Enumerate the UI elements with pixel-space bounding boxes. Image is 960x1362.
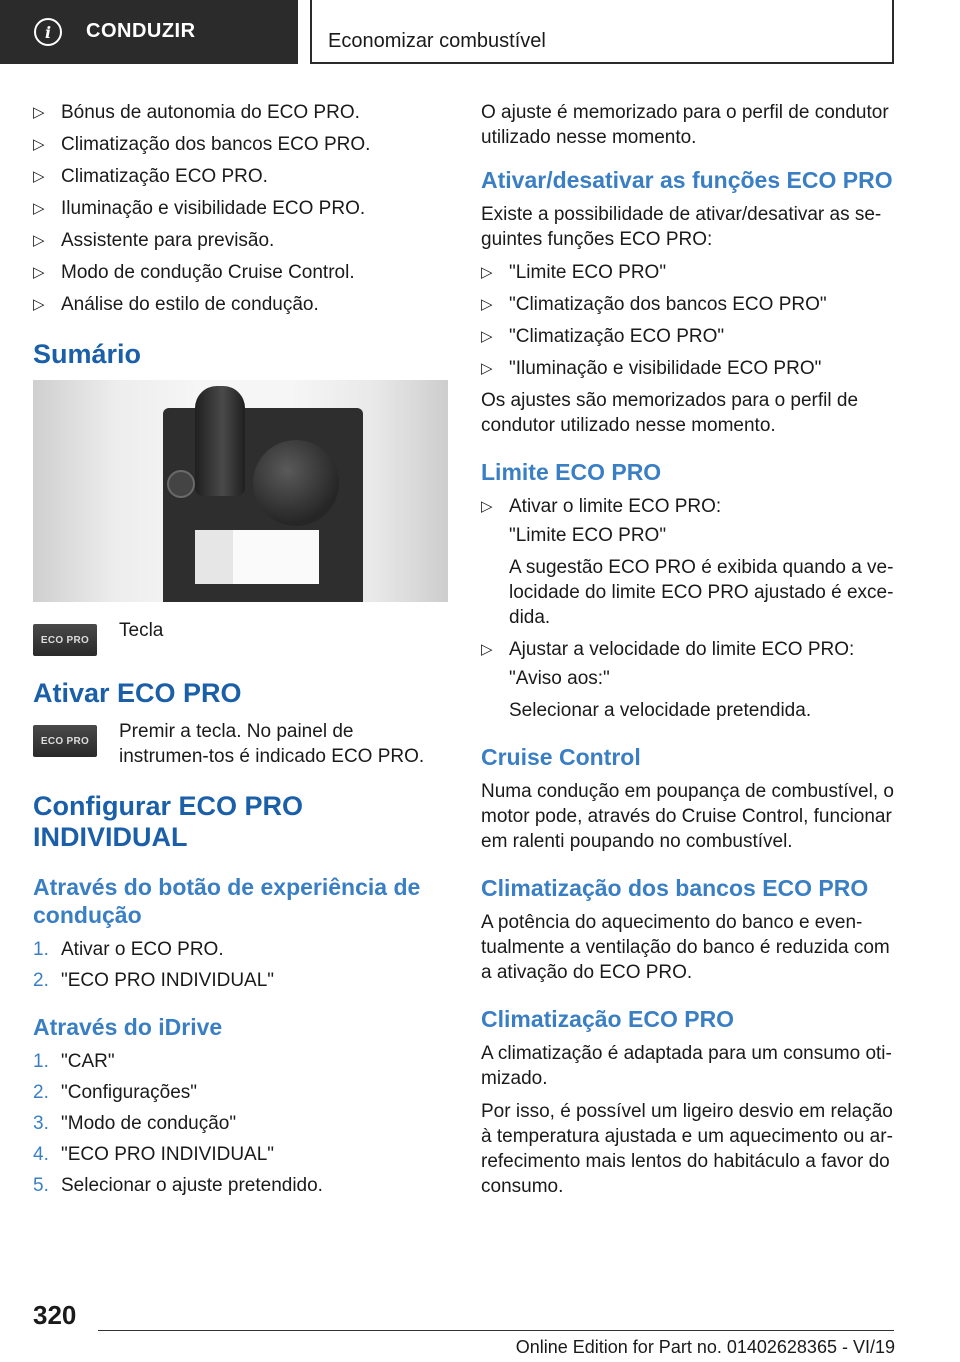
list-item: ▷ "Climatização dos bancos ECO PRO" — [481, 294, 827, 315]
list-item: ▷ "Climatização ECO PRO" — [481, 326, 725, 347]
list-item: ▷ Assistente para previsão. — [33, 230, 275, 251]
section-label: CONDUZIR — [86, 20, 196, 42]
section-tab — [0, 0, 298, 64]
limite-b1-line: "Limite ECO PRO" — [509, 525, 667, 546]
list-item: ▷ Climatização dos bancos ECO PRO. — [33, 134, 371, 155]
console-tray — [195, 530, 319, 584]
step-item: 2. "ECO PRO INDIVIDUAL" — [33, 970, 275, 991]
triangle-bullet-icon: ▷ — [481, 328, 493, 345]
clima-text-2: Por isso, é possível um ligeiro desvio em relação à temperatura ajustada e um aquecimento ou ar-refecimento mais lentos do habitáculo a favor do consumo. — [481, 1101, 893, 1197]
eco-pro-button-icon: ECO PRO — [33, 725, 97, 757]
step-item: 5. Selecionar o ajuste pretendido. — [33, 1175, 323, 1196]
center-console-image — [33, 380, 448, 602]
triangle-bullet-icon: ▷ — [33, 168, 45, 185]
page-number: 320 — [33, 1300, 77, 1330]
triangle-bullet-icon: ▷ — [33, 296, 45, 313]
list-item: ▷ Modo de condução Cruise Control. — [33, 262, 355, 283]
intro-text: O ajuste é memorizado para o perfil de condutor utilizado nesse momento. — [481, 102, 889, 148]
triangle-bullet-icon: ▷ — [481, 641, 493, 658]
list-item: ▷ Análise do estilo de condução. — [33, 294, 319, 315]
toggle-text: Existe a possibilidade de ativar/desativar as se-guintes funções ECO PRO: — [481, 204, 882, 250]
feature-list — [33, 100, 448, 317]
list-item: ▷ "Limite ECO PRO" — [481, 262, 667, 283]
footer-divider — [98, 1330, 894, 1331]
bancos-text: A potência do aquecimento do banco e even-tualmente a ventilação do banco é reduzida com a ativação do ECO PRO. — [481, 912, 890, 983]
heading-climatizacao: Climatização ECO PRO — [481, 1006, 735, 1032]
idrive-controller — [253, 440, 339, 526]
list-item: ▷ Ativar o limite ECO PRO: — [481, 496, 722, 517]
start-stop-button — [167, 470, 195, 498]
ativar-text: Premir a tecla. No painel de instrumen-tos é indicado ECO PRO. — [119, 721, 425, 767]
heading-limite: Limite ECO PRO — [481, 459, 662, 485]
heading-botao-experiencia: Através do botão de experiência de condução — [33, 874, 421, 928]
heading-idrive: Através do iDrive — [33, 1014, 223, 1040]
triangle-bullet-icon: ▷ — [481, 296, 493, 313]
toggle-after-text: Os ajustes são memorizados para o perfil de condutor utilizado nesse momento. — [481, 390, 859, 436]
step-item: 3. "Modo de condução" — [33, 1113, 237, 1134]
triangle-bullet-icon: ▷ — [33, 104, 45, 121]
step-item: 2. "Configurações" — [33, 1082, 198, 1103]
eco-pro-button-icon: ECO PRO — [33, 624, 97, 656]
tecla-label: Tecla — [119, 620, 164, 641]
list-item: ▷ "Iluminação e visibilidade ECO PRO" — [481, 358, 822, 379]
triangle-bullet-icon: ▷ — [33, 232, 45, 249]
footer-edition: Online Edition for Part no. 01402628365 - VI/19 — [515, 1337, 895, 1357]
right-column — [481, 100, 897, 1207]
heading-cruise: Cruise Control — [481, 744, 641, 770]
triangle-bullet-icon: ▷ — [481, 360, 493, 377]
step-item: 1. "CAR" — [33, 1051, 115, 1072]
triangle-bullet-icon: ▷ — [481, 498, 493, 515]
list-item: ▷ Bónus de autonomia do ECO PRO. — [33, 102, 360, 123]
left-column — [33, 100, 448, 1204]
triangle-bullet-icon: ▷ — [481, 264, 493, 281]
list-item: ▷ Iluminação e visibilidade ECO PRO. — [33, 198, 366, 219]
header-title-box — [310, 0, 894, 64]
ativar-row — [33, 719, 448, 769]
step-item: 4. "ECO PRO INDIVIDUAL" — [33, 1144, 275, 1165]
heading-bancos: Climatização dos bancos ECO PRO — [481, 875, 869, 901]
triangle-bullet-icon: ▷ — [33, 264, 45, 281]
clima-text-1: A climatização é adaptada para um consumo oti-mizado. — [481, 1043, 892, 1089]
limite-b1-desc: A sugestão ECO PRO é exibida quando a ve-locidade do limite ECO PRO ajustado é exce-dida. — [509, 557, 894, 628]
limite-b2-line: "Aviso aos:" — [509, 668, 610, 689]
info-icon: i — [34, 18, 62, 46]
triangle-bullet-icon: ▷ — [33, 200, 45, 217]
list-item: ▷ Climatização ECO PRO. — [33, 166, 268, 187]
cruise-text: Numa condução em poupança de combustível, o motor pode, através do Cruise Control, funcionar em ralenti poupando no combustível. — [481, 781, 894, 852]
heading-ativar-eco-pro: Ativar ECO PRO — [33, 678, 242, 708]
heading-ativar-desativar: Ativar/desativar as funções ECO PRO — [481, 167, 893, 193]
limite-b2-desc: Selecionar a velocidade pretendida. — [509, 700, 812, 721]
triangle-bullet-icon: ▷ — [33, 136, 45, 153]
heading-sumario: Sumário — [33, 339, 142, 369]
gear-selector — [195, 386, 245, 496]
step-item: 1. Ativar o ECO PRO. — [33, 939, 224, 960]
tecla-row — [33, 618, 448, 656]
list-item: ▷ Ajustar a velocidade do limite ECO PRO: — [481, 639, 855, 660]
page-title: Economizar combustível — [328, 30, 546, 52]
heading-configurar: Configurar ECO PRO INDIVIDUAL — [33, 791, 304, 852]
